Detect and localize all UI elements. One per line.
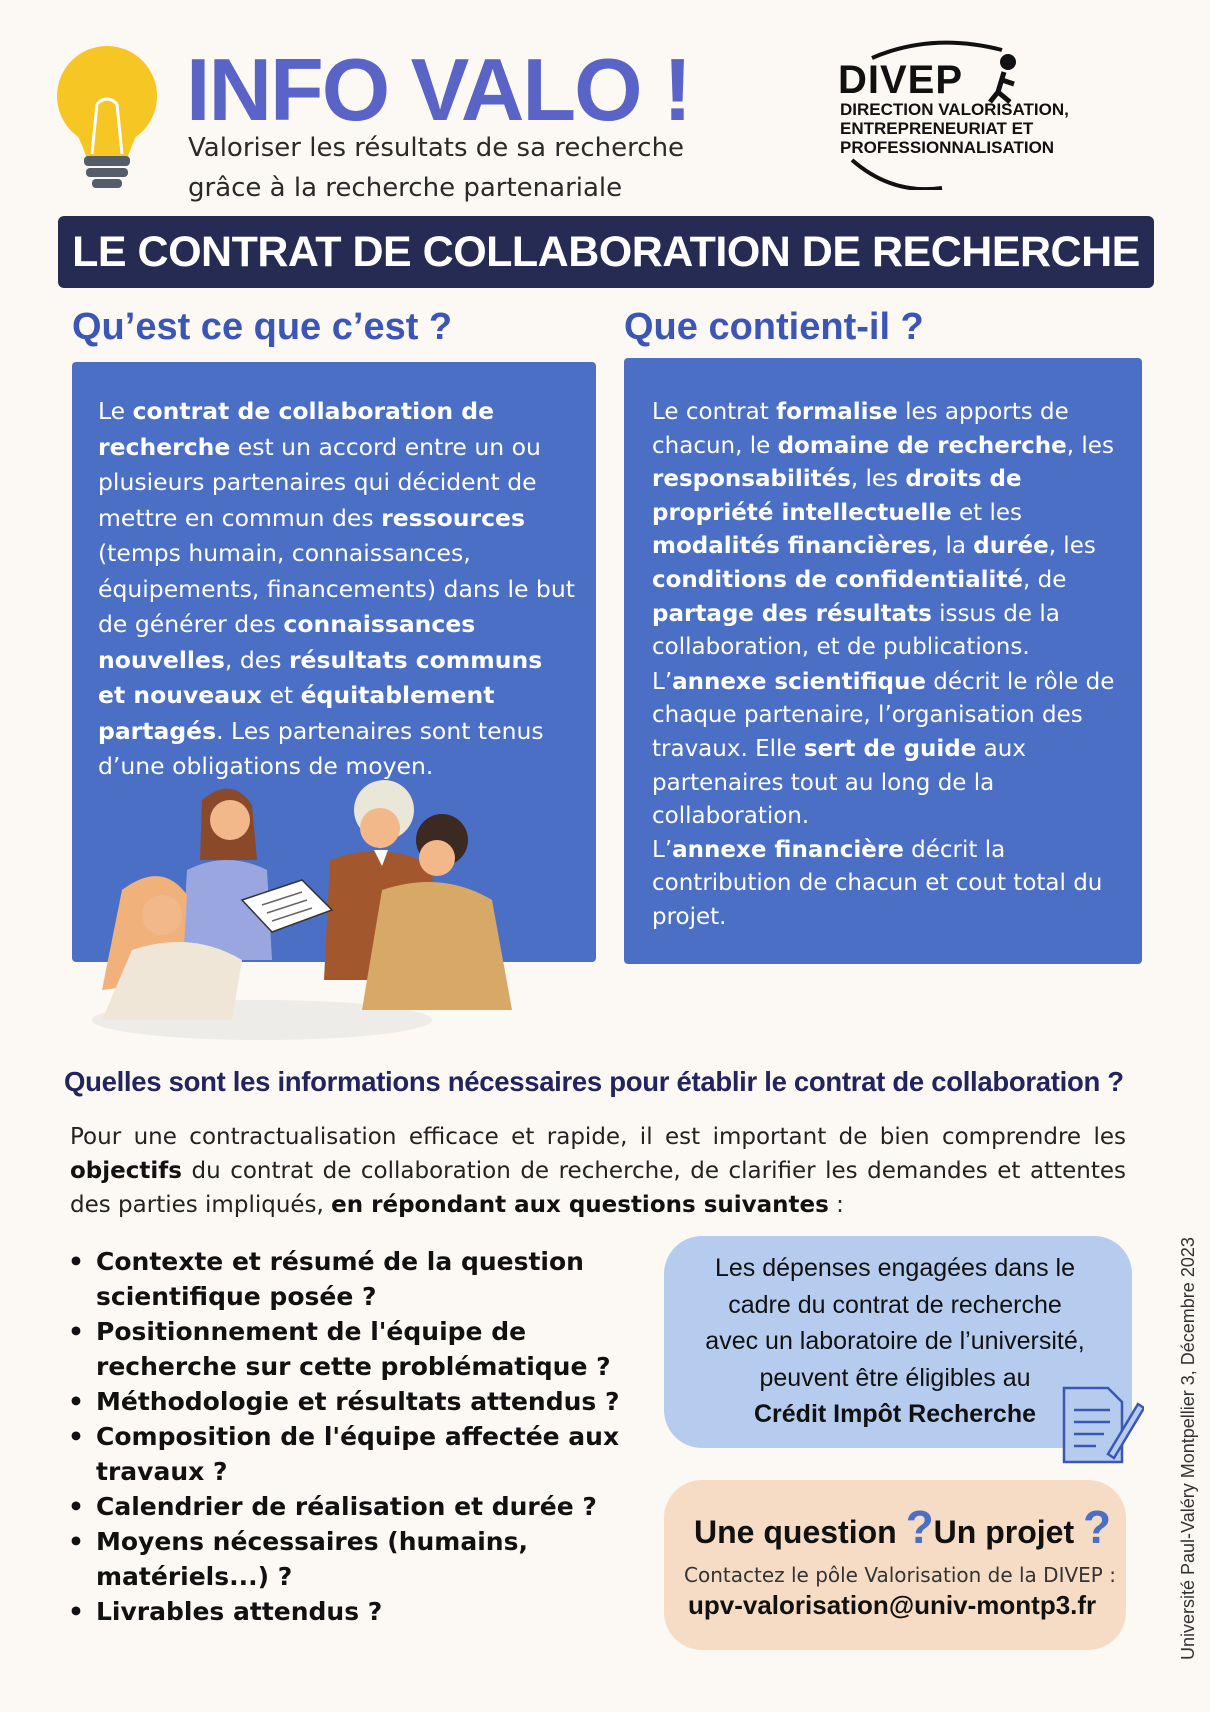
document-pen-icon	[1060, 1384, 1144, 1466]
logo-line-1: DIRECTION VALORISATION,	[840, 100, 1069, 119]
list-item: • Moyens nécessaires (humains, matériels...) ?	[64, 1524, 664, 1594]
list-item: • Contexte et résumé de la question scientifique posée ?	[64, 1244, 664, 1314]
questions-list	[64, 1244, 664, 1629]
logo-line-3: PROFESSIONNALISATION	[840, 138, 1055, 157]
footer-credit: Université Paul-Valéry Montpellier 3, Décembre 2023	[1178, 1237, 1198, 1660]
contents-text: Le contrat formalise les apports de chacun, le domaine de recherche, les responsabilités, les droits de propriété intellectuelle et les modalités financières, la durée, les conditions de confidentialité, de partage des résultats issus de la collaboration, et de publications. L’annexe scientifique décrit le rôle de chaque partenaire, l’organisation des travaux. Elle sert de guide aux partenaires tout au long de la collaboration. L’annexe financière décrit la contribution de chacun et cout total du projet.	[652, 399, 1115, 930]
list-item: • Calendrier de réalisation et durée ?	[64, 1489, 664, 1524]
definition-text: Le contrat de collaboration de recherche est un accord entre un ou plusieurs partenaires qui décident de mettre en commun des ressources (temps humain, connaissances, équipements, financements) dans le but de générer des connaissances nouvelles, des résultats communs et nouveaux et équitablement partagés. Les partenaires sont tenus d’une obligations de moyen.	[98, 397, 575, 780]
logo-name: DIVEP	[838, 58, 964, 102]
contact-email-link[interactable]: upv-valorisation@univ-montp3.fr	[688, 1590, 1097, 1620]
lightbulb-icon	[52, 44, 162, 194]
contact-title: Une question ?Un projet ?	[694, 1501, 1112, 1553]
right-heading: Que contient-il ?	[624, 306, 924, 348]
section-banner: LE CONTRAT DE COLLABORATION DE RECHERCHE	[58, 216, 1154, 288]
page-title: INFO VALO !	[186, 40, 691, 139]
people-illustration	[92, 780, 532, 1040]
list-item: • Composition de l'équipe affectée aux travaux ?	[64, 1419, 664, 1489]
list-item: • Méthodologie et résultats attendus ?	[64, 1384, 664, 1419]
list-item: • Positionnement de l'équipe de recherche sur cette problématique ?	[64, 1314, 664, 1384]
left-heading: Qu’est ce que c’est ?	[72, 306, 453, 348]
list-item: • Livrables attendus ?	[64, 1594, 664, 1629]
questions-intro: Pour une contractualisation efficace et rapide, il est important de bien comprendre les objectifs du contrat de collaboration de recherche, de clarifier les demandes et attentes des parties impliqués, en répondant aux questions suivantes :	[70, 1124, 1126, 1218]
questions-title: Quelles sont les informations nécessaires pour établir le contrat de collaboration ?	[64, 1066, 1124, 1097]
page-subtitle: Valoriser les résultats de sa recherche grâce à la recherche partenariale	[188, 133, 685, 203]
logo-line-2: ENTREPRENEURIAT ET	[840, 119, 1034, 138]
contact-text: Contactez le pôle Valorisation de la DIVEP :	[684, 1563, 1116, 1587]
cir-text: Les dépenses engagées dans le cadre du contrat de recherche avec un laboratoire de l’université, peuvent être éligibles au Crédit Impôt Recherche	[705, 1254, 1085, 1428]
